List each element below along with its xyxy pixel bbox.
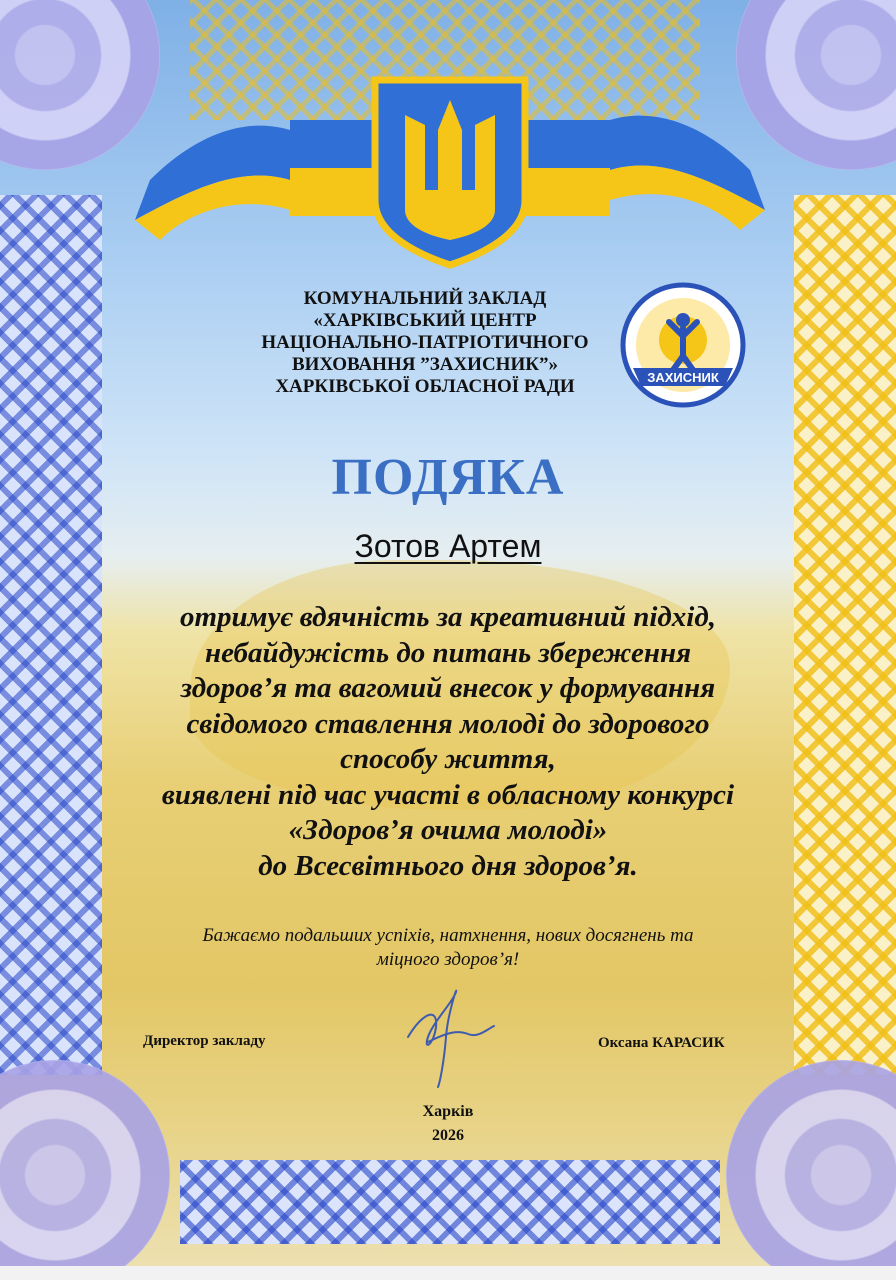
citation-text [110, 600, 786, 884]
corner-rosette-bottom-right [726, 1060, 896, 1266]
bottom-strip [0, 1266, 896, 1280]
corner-rosette-bottom-left [0, 1060, 170, 1266]
certificate-title: ПОДЯКА [331, 449, 565, 506]
zakhysnyk-center-logo [617, 282, 749, 408]
citation-line: способу життя, [340, 743, 556, 775]
logo-name: ЗАХИСНИК [647, 370, 719, 385]
recipient-name-line [0, 528, 896, 565]
citation-line: отримує вдячність за креативний підхід, [179, 601, 717, 633]
organization-name [220, 288, 630, 398]
right-ornament-border [794, 195, 896, 1075]
citation-line: свідомого ставлення молоді до здорового [186, 707, 710, 740]
wishes-line: Бажаємо подальших успіхів, натхнення, нових досягнень та [202, 925, 694, 946]
wishes-text [110, 924, 786, 972]
citation-line: виявлені під час участі в обласному конкурсі [161, 778, 735, 811]
organization-line: НАЦІОНАЛЬНО-ПАТРІОТИЧНОГО [261, 332, 589, 353]
organization-line: «ХАРКІВСЬКИЙ ЦЕНТР [313, 310, 537, 331]
year: 2026 [432, 1127, 464, 1144]
flag-ribbon-with-coat-of-arms [130, 70, 770, 270]
citation-line: до Всесвітнього дня здоров’я. [258, 849, 638, 882]
bottom-ornament-border [180, 1160, 720, 1244]
citation-line: небайдужість до питань збереження [204, 636, 692, 669]
coat-of-arms-trident-icon [130, 70, 770, 270]
zakhysnyk-logo-icon [617, 282, 749, 408]
city: Харків [422, 1103, 474, 1120]
citation-line: «Здоров’я очима молоді» [288, 814, 608, 846]
signatory-position: Директор закладу [143, 1033, 266, 1049]
director-signature [398, 982, 498, 1090]
handwritten-signature-icon [398, 982, 498, 1090]
signatory-name: Оксана КАРАСИК [598, 1035, 725, 1051]
organization-line: ХАРКІВСЬКОЇ ОБЛАСНОЇ РАДИ [275, 376, 575, 397]
left-ornament-border [0, 195, 102, 1075]
recipient-name: Зотов Артем [354, 528, 542, 564]
citation-line: здоров’я та вагомий внесок у формування [180, 672, 716, 704]
organization-line: КОМУНАЛЬНИЙ ЗАКЛАД [303, 288, 547, 309]
wishes-line: міцного здоров’я! [376, 949, 520, 970]
organization-line: ВИХОВАННЯ ”ЗАХИСНИК”» [291, 354, 559, 375]
